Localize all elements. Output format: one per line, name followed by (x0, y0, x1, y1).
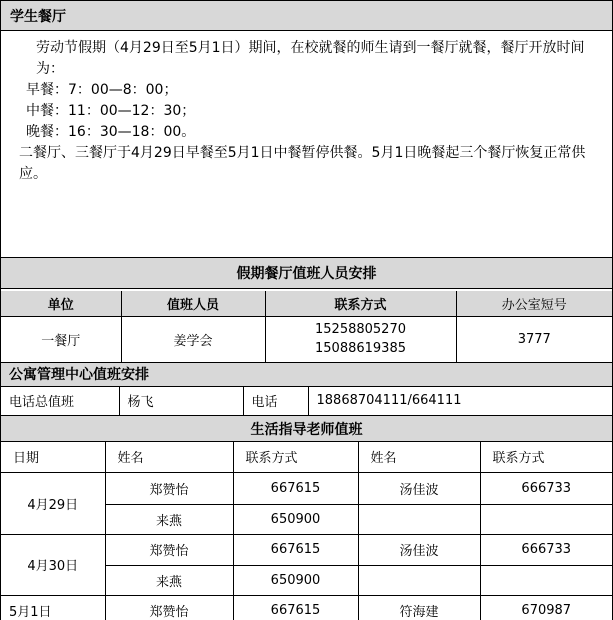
column-header: 联系方式 (265, 291, 456, 316)
dorm-duty-section-title: 公寓管理中心值班安排 (1, 363, 612, 387)
table-row (1, 595, 612, 620)
table-header-row (1, 442, 612, 472)
phone-cell (265, 316, 456, 362)
person-cell: 杨飞 (119, 387, 243, 416)
phone-cell: 667615 (233, 595, 358, 620)
page-title: 学生餐厅 (1, 1, 612, 31)
table-row (1, 472, 612, 504)
phone-cell: 670987 (480, 595, 612, 620)
name-cell: 汤佳波 (358, 534, 480, 565)
name-cell: 郑赞怡 (105, 534, 233, 565)
table-row (1, 316, 612, 362)
name-cell: 郑赞怡 (105, 472, 233, 504)
column-header: 联系方式 (233, 442, 358, 472)
notice-line: 劳动节假期（4月29日至5月1日）期间，在校就餐的师生请到一餐厅就餐，餐厅开放时间为： (36, 40, 585, 77)
table-row (1, 387, 612, 416)
phone-number: 15258805270 (315, 322, 406, 337)
table-row (1, 534, 612, 565)
column-header: 姓名 (358, 442, 480, 472)
dorm-duty-table (1, 387, 612, 417)
name-cell: 郑赞怡 (105, 595, 233, 620)
lunch-hours: 中餐：11：00—12：30； (26, 103, 196, 119)
column-header: 联系方式 (480, 442, 612, 472)
name-cell: 符海建 (358, 595, 480, 620)
phone-number: 15088619385 (315, 341, 406, 356)
person-cell: 姜学会 (121, 316, 265, 362)
name-cell: 来燕 (105, 504, 233, 534)
phone-cell (480, 504, 612, 534)
unit-cell: 一餐厅 (1, 316, 121, 362)
date-cell: 5月1日 (1, 595, 105, 620)
name-cell: 来燕 (105, 565, 233, 595)
column-header: 单位 (1, 291, 121, 316)
phone-cell: 667615 (233, 472, 358, 504)
breakfast-hours: 早餐：7：00—8：00； (26, 82, 178, 98)
teacher-duty-section-title: 生活指导老师值班 (1, 416, 612, 442)
phone-cell (480, 565, 612, 595)
name-cell (358, 565, 480, 595)
notice-line: 二餐厅、三餐厅于4月29日早餐至5月1日中餐暂停供餐。5月1日晚餐起三个餐厅恢复正常供应。 (19, 145, 586, 182)
notice-body (1, 31, 612, 258)
phone-cell: 650900 (233, 565, 358, 595)
teacher-duty-table (1, 442, 612, 620)
phone-cell: 666733 (480, 472, 612, 504)
canteen-duty-section-title: 假期餐厅值班人员安排 (1, 258, 612, 289)
phone-cell: 18868704111/664111 (308, 387, 612, 416)
canteen-duty-table (1, 291, 612, 363)
role-cell: 电话总值班 (1, 387, 119, 416)
phone-cell: 650900 (233, 504, 358, 534)
column-header: 姓名 (105, 442, 233, 472)
phone-label-cell: 电话 (243, 387, 308, 416)
phone-cell: 667615 (233, 534, 358, 565)
office-short-cell: 3777 (456, 316, 612, 362)
phone-cell: 666733 (480, 534, 612, 565)
dinner-hours: 晚餐：16：30—18：00。 (26, 124, 196, 140)
table-header-row (1, 291, 612, 316)
name-cell: 汤佳波 (358, 472, 480, 504)
column-header: 值班人员 (121, 291, 265, 316)
name-cell (358, 504, 480, 534)
date-cell: 4月30日 (1, 534, 105, 595)
column-header: 日期 (1, 442, 105, 472)
column-header: 办公室短号 (456, 291, 612, 316)
date-cell: 4月29日 (1, 472, 105, 534)
